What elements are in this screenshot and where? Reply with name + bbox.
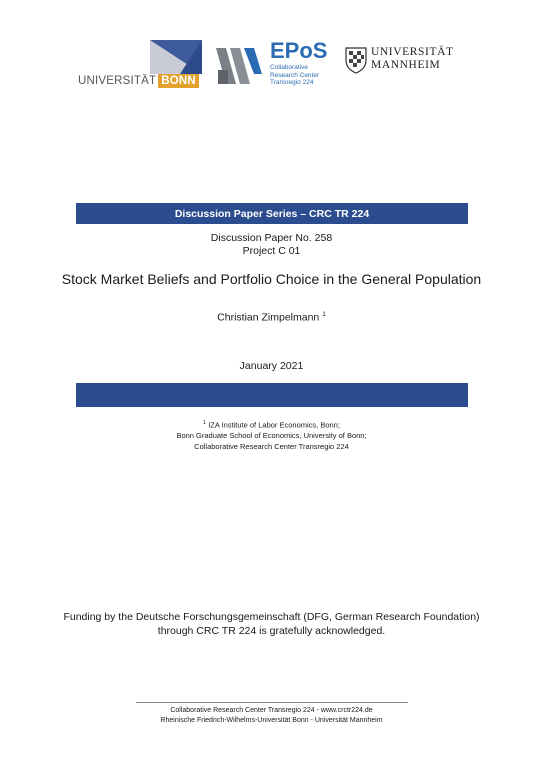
mannheim-logo-line2: MANNHEIM [371,59,441,71]
affiliation-line1-text: IZA Institute of Labor Economics, Bonn; [208,420,340,430]
funding-acknowledgment [0,610,543,638]
project-code: Project C 01 [242,245,301,257]
affiliation-line1 [0,418,543,431]
bonn-logo-wordmark [78,74,199,88]
affiliation-line3: Collaborative Research Center Transregio 224 [194,441,349,451]
funding-line1: Funding by the Deutsche Forschungsgemeinschaft (DFG, German Research Foundation) [63,611,480,623]
author-footnote-mark: 1 [322,311,326,318]
publication-date: January 2021 [239,360,304,372]
universitaet-mannheim-logo [344,44,466,80]
mannheim-crest-icon [344,46,368,74]
author-line [0,308,543,325]
universitaet-bonn-logo [78,40,202,90]
page-footer [0,706,543,725]
epos-logo-mark-icon [214,44,264,88]
footer-divider [136,702,408,703]
footer-line1: Collaborative Research Center Transregio 224 - www.crctr224.de [170,707,373,714]
funding-line2: through CRC TR 224 is gratefully acknowledged. [157,625,386,637]
mannheim-logo-wordmark [371,46,454,72]
discussion-paper-number: Discussion Paper No. 258 [210,232,333,244]
paper-title: Stock Market Beliefs and Portfolio Choice in the General Population [61,271,482,287]
epos-logo-subtitle [270,64,319,87]
bonn-logo-word-universitaet: UNIVERSITÄT [78,75,157,87]
epos-logo-subtitle-line2: Research Center [270,71,320,79]
author-name: Christian Zimpelmann [217,311,320,324]
epos-logo [214,40,334,92]
mannheim-logo-line1: UNIVERSITÄT [371,46,454,58]
discussion-paper-series-label: Discussion Paper Series – CRC TR 224 [174,207,370,220]
bonn-logo-word-bonn: BONN [158,74,199,88]
decorative-blue-bar [76,383,468,407]
footer-line2: Rheinische Friedrich-Wilhelms-Universität Bonn - Universität Mannheim [160,716,383,724]
affiliation-line2: Bonn Graduate School of Economics, University of Bonn; [176,431,367,440]
epos-logo-title: EPoS [270,38,328,63]
epos-logo-subtitle-line3: Transregio 224 [270,79,314,86]
discussion-paper-series-bar [76,203,468,224]
epos-logo-subtitle-line1: Collaborative [270,64,308,71]
bonn-logo-graphic-icon [150,40,202,74]
author-affiliation [0,418,543,452]
affiliation-footnote-mark: 1 [203,420,207,426]
